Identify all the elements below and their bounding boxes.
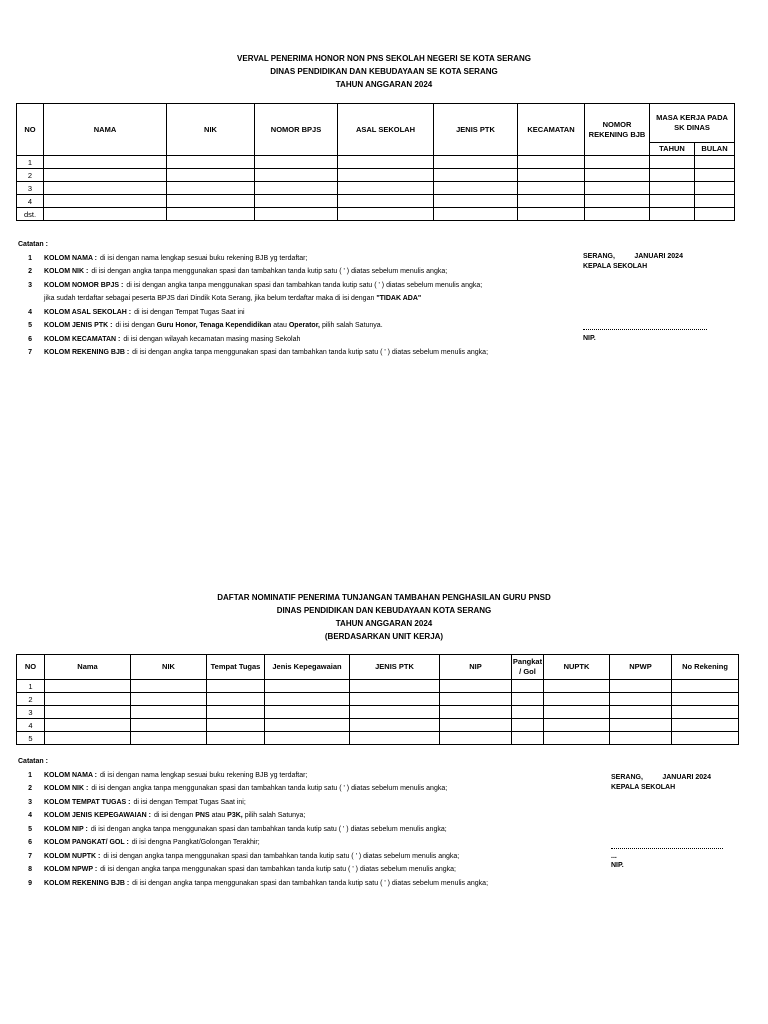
row-number: 2 xyxy=(17,169,44,182)
notes-heading: Catatan : xyxy=(18,241,48,248)
table-row xyxy=(17,182,735,195)
table-row xyxy=(17,156,735,169)
form2-header-tempat-tugas: Tempat Tugas xyxy=(207,655,265,680)
form1-header-no: NO xyxy=(17,104,44,156)
form1-header-kecamatan: KECAMATAN xyxy=(518,104,585,156)
form2-header-nuptk: NUPTK xyxy=(544,655,610,680)
signature-role: KEPALA SEKOLAH xyxy=(583,263,648,270)
signature-line xyxy=(611,848,723,849)
form1-notes xyxy=(18,238,488,360)
form1-header-rekening: NOMOR REKENING BJB xyxy=(585,104,650,156)
form1-table xyxy=(16,103,735,221)
form2-header-pangkat: Pangkat / Gol xyxy=(512,655,544,680)
row-number: 1 xyxy=(17,680,45,693)
table-row xyxy=(17,732,739,745)
form2-header-npwp: NPWP xyxy=(610,655,672,680)
signature-place-date: SERANG, JANUARI 2024 xyxy=(583,253,683,260)
form1-header-tahun: TAHUN xyxy=(650,143,695,156)
form1-header-bpjs: NOMOR BPJS xyxy=(255,104,338,156)
form2-table xyxy=(16,654,739,745)
note-item: 4 KOLOM ASAL SEKOLAH : di isi dengan Tempat Tugas Saat ini xyxy=(28,308,245,316)
row-number: 5 xyxy=(17,732,45,745)
note-item: 5 KOLOM JENIS PTK : di isi dengan Guru Honor, Tenaga Kependidikan atau Operator, pilih salah Satunya. xyxy=(28,322,383,329)
signature-nip: NIP. xyxy=(583,335,596,342)
form2-title-line-4: (BERDASARKAN UNIT KERJA) xyxy=(324,632,444,641)
form1-header-masa-kerja: MASA KERJA PADA SK DINAS xyxy=(650,104,735,143)
note-item: 6 KOLOM PANGKAT/ GOL : di isi dengna Pangkat/Golongan Terakhir; xyxy=(28,839,260,846)
row-number: 4 xyxy=(17,195,44,208)
table-row xyxy=(17,693,739,706)
table-row xyxy=(17,195,735,208)
row-number: 4 xyxy=(17,719,45,732)
table-row xyxy=(17,706,739,719)
note-item: 5 KOLOM NIP : di isi dengan angka tanpa menggunakan spasi dan tambahkan tanda kutip satu ( ' ) diatas sebelum menulis angka; xyxy=(28,825,447,833)
table-row xyxy=(17,169,735,182)
note-item: 2 KOLOM NIK : di isi dengan angka tanpa menggunakan spasi dan tambahkan tanda kutip satu ( ' ) diatas sebelum menulis angka; xyxy=(28,268,448,275)
note-item: 4 KOLOM JENIS KEPEGAWAIAN : di isi dengan PNS atau P3K, pilih salah Satunya; xyxy=(28,812,306,819)
form1-title-line-2: DINAS PENDIDIKAN DAN KEBUDAYAAN SE KOTA SERANG xyxy=(270,67,498,76)
form1-header-jenis-ptk: JENIS PTK xyxy=(434,104,518,156)
note-item: 9 KOLOM REKENING BJB : di isi dengan angka tanpa menggunakan spasi dan tambahkan tanda kutip satu ( ' ) diatas sebelum menulis angka; xyxy=(28,879,489,887)
form2-header-nip: NIP xyxy=(440,655,512,680)
note-item-continuation: jika sudah terdaftar sebagai peserta BPJS dari Dindik Kota Serang, jika belum terdaftar maka di isi dengan "TIDAK ADA" xyxy=(44,295,422,302)
note-item: 2 KOLOM NIK : di isi dengan angka tanpa menggunakan spasi dan tambahkan tanda kutip satu ( ' ) diatas sebelum menulis angka; xyxy=(28,785,448,792)
note-item: 6 KOLOM KECAMATAN : di isi dengan wilayah kecamatan masing masing Sekolah xyxy=(28,335,301,343)
row-number: 3 xyxy=(17,706,45,719)
table-row xyxy=(17,680,739,693)
row-number: dst. xyxy=(17,208,44,221)
form1-title-line-3: TAHUN ANGGARAN 2024 xyxy=(335,80,433,89)
form2-title-line-2: DINAS PENDIDIKAN DAN KEBUDAYAAN KOTA SERANG xyxy=(276,606,492,615)
table-row xyxy=(17,208,735,221)
form2-header-nama: Nama xyxy=(45,655,131,680)
note-item: 3 KOLOM TEMPAT TUGAS : di isi dengan Tempat Tugas Saat ini; xyxy=(28,798,246,806)
form2-header-jenis-kepegawaian: Jenis Kepegawaian xyxy=(265,655,350,680)
signature-nip: NIP. xyxy=(611,862,624,869)
note-item: 8 KOLOM NPWP : di isi dengan angka tanpa menggunakan spasi dan tambahkan tanda kutip satu ( ' ) diatas sebelum menulis angka; xyxy=(28,866,457,873)
row-number: 2 xyxy=(17,693,45,706)
form1-title-line-1: VERVAL PENERIMA HONOR NON PNS SEKOLAH NEGERI SE KOTA SERANG xyxy=(237,54,531,63)
signature-role: KEPALA SEKOLAH xyxy=(611,784,676,791)
form2-header-jenis-ptk: JENIS PTK xyxy=(350,655,440,680)
table-row xyxy=(17,719,739,732)
form2-header-no: NO xyxy=(17,655,45,680)
form1-header-nik: NIK xyxy=(167,104,255,156)
signature-dots-tail: ... xyxy=(611,853,617,860)
signature-place-date: SERANG, JANUARI 2024 xyxy=(611,774,711,781)
note-item: 3 KOLOM NOMOR BPJS : di isi dengan angka tanpa menggunakan spasi dan tambahkan tanda kutip satu ( ' ) diatas sebelum menulis angka; xyxy=(28,281,483,289)
note-item: 1 KOLOM NAMA : di isi dengan nama lengkap sesuai buku rekening BJB yg terdaftar; xyxy=(28,771,308,779)
note-item: 7 KOLOM REKENING BJB : di isi dengan angka tanpa menggunakan spasi dan tambahkan tanda kutip satu ( ' ) diatas sebelum menulis angka; xyxy=(28,349,489,356)
signature-line xyxy=(583,329,707,330)
note-item: 1 KOLOM NAMA : di isi dengan nama lengkap sesuai buku rekening BJB yg terdaftar; xyxy=(28,254,308,262)
form1-header-asal-sekolah: ASAL SEKOLAH xyxy=(338,104,434,156)
form2-notes xyxy=(18,755,488,890)
form2-title-line-3: TAHUN ANGGARAN 2024 xyxy=(335,619,433,628)
form2-title-line-1: DAFTAR NOMINATIF PENERIMA TUNJANGAN TAMBAHAN PENGHASILAN GURU PNSD xyxy=(217,593,551,602)
row-number: 3 xyxy=(17,182,44,195)
form1-header-bulan: BULAN xyxy=(695,143,735,156)
form2-header-nik: NIK xyxy=(131,655,207,680)
notes-heading: Catatan : xyxy=(18,758,48,765)
note-item: 7 KOLOM NUPTK : di isi dengan angka tanpa menggunakan spasi dan tambahkan tanda kutip satu ( ' ) diatas sebelum menulis angka; xyxy=(28,852,460,860)
row-number: 1 xyxy=(17,156,44,169)
form2-header-no-rekening: No Rekening xyxy=(672,655,739,680)
form1-header-nama: NAMA xyxy=(44,104,167,156)
